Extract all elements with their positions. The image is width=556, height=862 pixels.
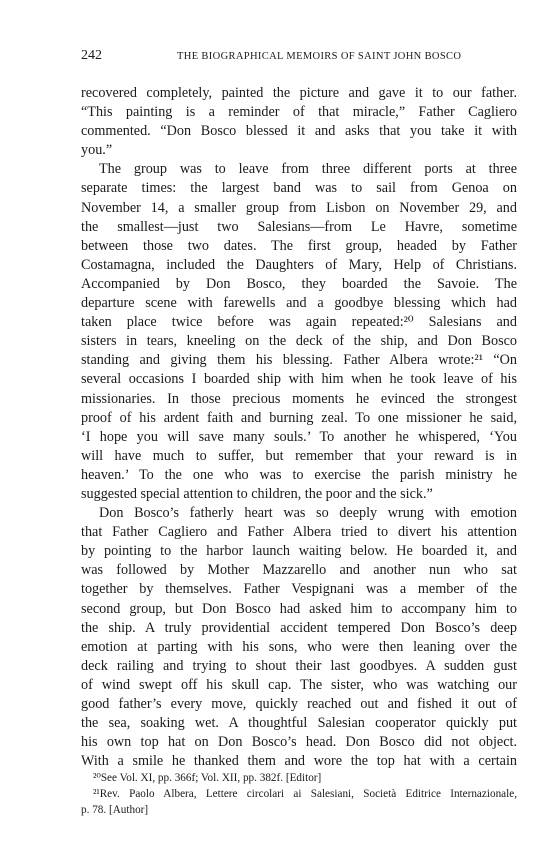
text-line: “This painting is a reminder of that miracle,” Father Cagliero bbox=[81, 104, 517, 121]
text-line: you.” bbox=[81, 142, 113, 159]
text-line: Accompanied by Don Bosco, they boarded the Savoie. The bbox=[81, 275, 517, 292]
text-line: missionaries. In those precious moments he evinced the strongest bbox=[81, 390, 517, 407]
text-line: by pointing to the harbor launch waiting below. He boarded it, and bbox=[81, 543, 517, 560]
text-line: standing and giving them his blessing. Father Albera wrote:²¹ “On bbox=[81, 352, 517, 369]
text-line: the ship. A truly providential accident tempered Don Bosco’s deep bbox=[81, 619, 517, 636]
footnote-20: ²⁰See Vol. XI, pp. 366f; Vol. XII, pp. 382f. [Editor] bbox=[93, 772, 322, 784]
text-line: sisters in tears, kneeling on the deck of the ship, and Don Bosco bbox=[81, 333, 517, 350]
text-line: The group was to leave from three different ports at three bbox=[99, 161, 517, 178]
text-line: separate times: the largest band was to sail from Genoa on bbox=[81, 180, 517, 197]
text-line: proof of his ardent faith and burning zeal. To one missioner he said, bbox=[81, 409, 517, 426]
text-line: that Father Cagliero and Father Albera tried to divert his attention bbox=[81, 524, 517, 541]
text-line: Costamagna, included the Daughters of Mary, Help of Christians. bbox=[81, 256, 517, 273]
text-line: departure scene with farewells and a goodbye blessing which had bbox=[81, 295, 517, 312]
text-line: his own top hat on Don Bosco’s head. Don Bosco did not object. bbox=[81, 734, 517, 751]
footnote-21-continued: p. 78. [Author] bbox=[81, 804, 149, 816]
text-line: between those two dates. The first group, headed by Father bbox=[81, 237, 517, 254]
body-text bbox=[81, 84, 517, 771]
page-number: 242 bbox=[81, 48, 102, 63]
text-line: suggested special attention to children, the poor and the sick.” bbox=[81, 485, 433, 502]
text-line: With a smile he thanked them and wore the top hat with a certain bbox=[81, 753, 517, 770]
text-line: November 14, a smaller group from Lisbon on November 29, and bbox=[81, 199, 517, 216]
text-line: together by themselves. Father Vespignani was a member of the bbox=[81, 581, 517, 598]
text-line: was followed by Mother Mazzarello and another nun who sat bbox=[81, 562, 517, 579]
footnotes bbox=[81, 770, 517, 818]
running-head: THE BIOGRAPHICAL MEMOIRS OF SAINT JOHN BOSCO bbox=[177, 51, 462, 62]
text-line: taken place twice before was again repeated:²⁰ Salesians and bbox=[81, 314, 517, 331]
text-line: heaven.’ To the one who was to exercise the parish ministry he bbox=[81, 466, 517, 483]
text-line: good father’s every move, quickly reached out and fished it out of bbox=[81, 696, 517, 712]
text-line: deck railing and trying to shout their last goodbyes. A sudden gust bbox=[81, 657, 517, 674]
page-header bbox=[81, 48, 517, 68]
text-line: Don Bosco’s fatherly heart was so deeply wrung with emotion bbox=[99, 505, 517, 522]
text-line: the smallest—just two Salesians—from Le Havre, sometime bbox=[81, 218, 517, 235]
text-line: ‘I hope you will save many souls.’ To another he whispered, ‘You bbox=[81, 428, 517, 445]
text-line: recovered completely, painted the picture and gave it to our father. bbox=[81, 85, 517, 101]
text-line: emotion at parting with his sons, who were then leaning over the bbox=[81, 638, 517, 655]
text-line: several occasions I boarded ship with him when he took leave of his bbox=[81, 371, 517, 388]
text-line: will have much to suffer, but remember that your reward is in bbox=[81, 447, 517, 464]
footnote-21: ²¹Rev. Paolo Albera, Lettere circolari ai Salesiani, Società Editrice Internazionale, bbox=[93, 788, 517, 800]
text-line: of wind swept off his skull cap. The sister, who was watching our bbox=[81, 676, 517, 693]
text-line: the sea, soaking wet. A thoughtful Salesian cooperator quickly put bbox=[81, 715, 517, 732]
text-line: commented. “Don Bosco blessed it and asks that you take it with bbox=[81, 123, 517, 140]
text-line: second group, but Don Bosco had asked him to accompany him to bbox=[81, 600, 517, 617]
